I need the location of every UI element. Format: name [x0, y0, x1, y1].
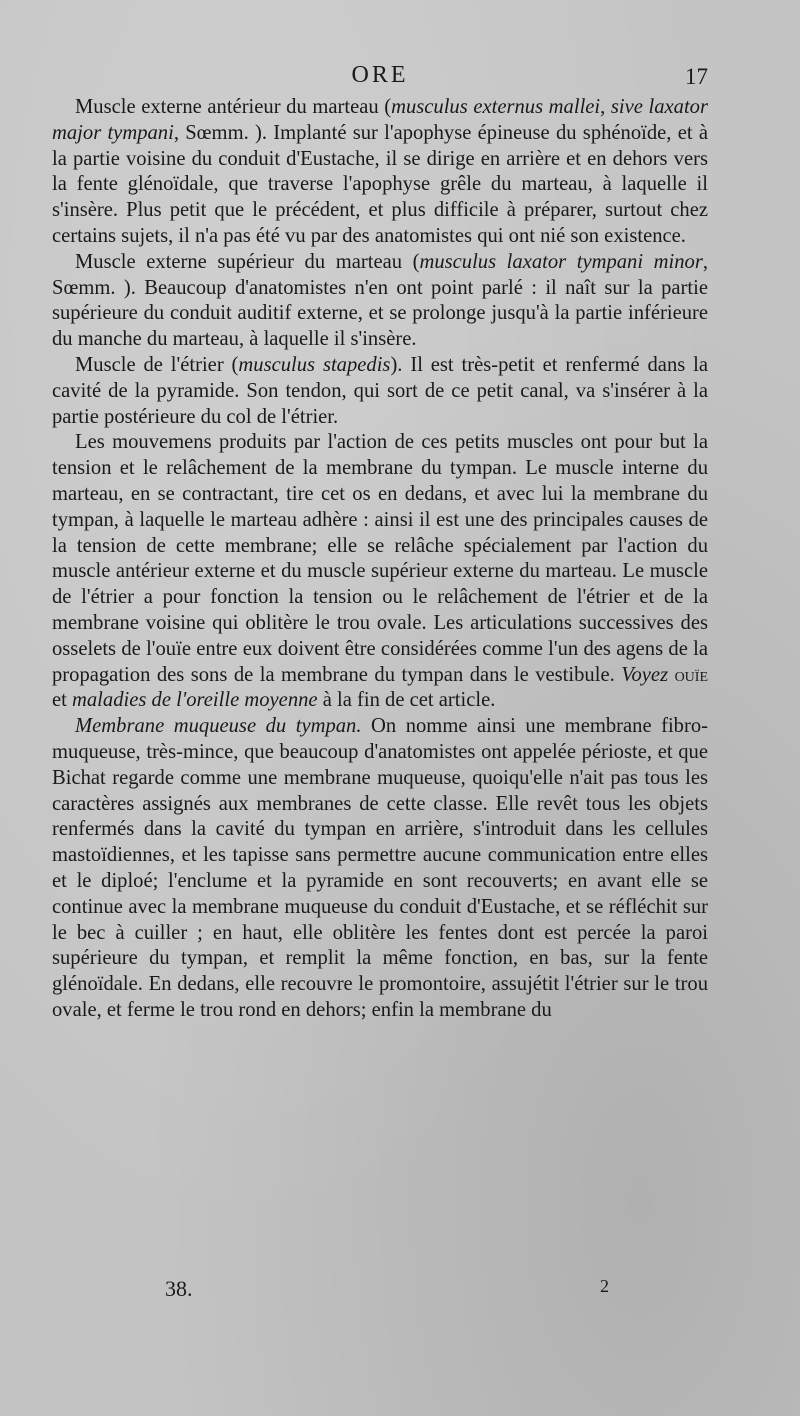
italic-text: sive laxator major tympani [52, 96, 708, 144]
italic-text: musculus laxator tympani minor [419, 250, 703, 273]
text-run: , [600, 96, 611, 118]
page-number: 17 [685, 64, 708, 89]
text-run: Les mouvemens produits par l'action de ces petits muscles ont pour but la tension et le relâchement de la membrane du tympan. Le muscle interne du marteau, en se contractant, tire cet os en dedans, et avec lui la membrane du tympan, à laquelle le marteau adhère : ainsi il est une des principales causes de la tension de cette membrane; elle se relâche spécialement par l'action du muscle antérieur externe et du muscle supérieur externe du marteau. Le muscle de l'étrier a pour fonction la tension ou le relâchement de l'étrier et de la membrane voisine qui oblitère le trou ovale. Les articulations successives des osselets de l'ouïe entre eux doivent être considérées comme l'un des agens de la propagation des sons de la membrane du tympan dans le vestibule. [52, 431, 708, 686]
page-footer [52, 1276, 708, 1306]
paragraph [52, 250, 708, 353]
gathering-mark: 2 [600, 1276, 609, 1296]
paragraph [52, 95, 708, 250]
text-run: , Sœmm. ). Beaucoup d'anatomistes n'en ont point parlé : il naît sur la partie supérieure du conduit auditif externe, et se prolonge jusqu'à la partie inférieure du manche du marteau, à laquelle il s'insère. [52, 250, 708, 351]
body-text [52, 95, 708, 1024]
italic-text: Membrane muqueuse du tympan. [75, 715, 362, 738]
small-caps-text: ouïe [674, 663, 708, 686]
page-header [52, 62, 708, 92]
text-run: ). Il est très-petit et renfermé dans la cavité de la pyramide. Son tendon, qui sort de ce petit canal, va s'insérer à la partie postérieure du col de l'étrier. [52, 353, 708, 428]
paragraph [52, 353, 708, 430]
text-run: à la fin de cet article. [317, 689, 496, 712]
paragraph [52, 714, 708, 1024]
italic-text: musculus externus mallei [391, 96, 601, 118]
paragraph [52, 430, 708, 714]
italic-text: musculus stapedis [238, 353, 391, 376]
text-run: Muscle de l'étrier ( [75, 353, 239, 376]
text-run: , Sœmm. ). Implanté sur l'apophyse épineuse du sphénoïde, et à la partie voisine du conduit d'Eustache, il se dirige en arrière et en dehors vers la fente glénoïdale, que traverse l'apophyse grêle du marteau, à laquelle il s'insère. Plus petit que le précédent, et plus difficile à préparer, surtout chez certains sujets, il n'a pas été vu par des anatomistes qui ont nié son existence. [52, 121, 708, 247]
text-run: On nomme ainsi une membrane fibro-muqueuse, très-mince, que beaucoup d'anatomistes ont appelée périoste, et que Bichat regarde comme une membrane muqueuse, quoiqu'elle n'ait pas tous les caractères assignés aux membranes de cette classe. Elle revêt tous les objets renfermés dans la cavité du tympan en arrière, s'introduit dans les cellules mastoïdiennes, et les tapisse sans permettre aucune communication entre elles et le diploé; l'enclume et la pyramide en sont recouverts; en avant elle se continue avec la membrane muqueuse du conduit d'Eustache, et se réfléchit sur le bec à cuiller ; en haut, elle oblitère les fentes dont est percée la paroi supérieure du tympan, et remplit la même fonction, en bas, sur la fente glénoïdale. En dedans, elle recouvre le promontoire, assujétit l'étrier sur le trou ovale, et ferme le trou rond en dehors; enfin la membrane du [52, 715, 708, 1021]
text-run: et [52, 689, 73, 712]
italic-text: Voyez [621, 663, 669, 686]
signature-mark: 38. [165, 1276, 193, 1301]
italic-text: maladies de l'oreille moyenne [72, 689, 318, 712]
text-run: Muscle externe antérieur du marteau ( [75, 96, 392, 118]
running-head: ORE [351, 62, 409, 88]
text-run: Muscle externe supérieur du marteau ( [75, 250, 420, 273]
